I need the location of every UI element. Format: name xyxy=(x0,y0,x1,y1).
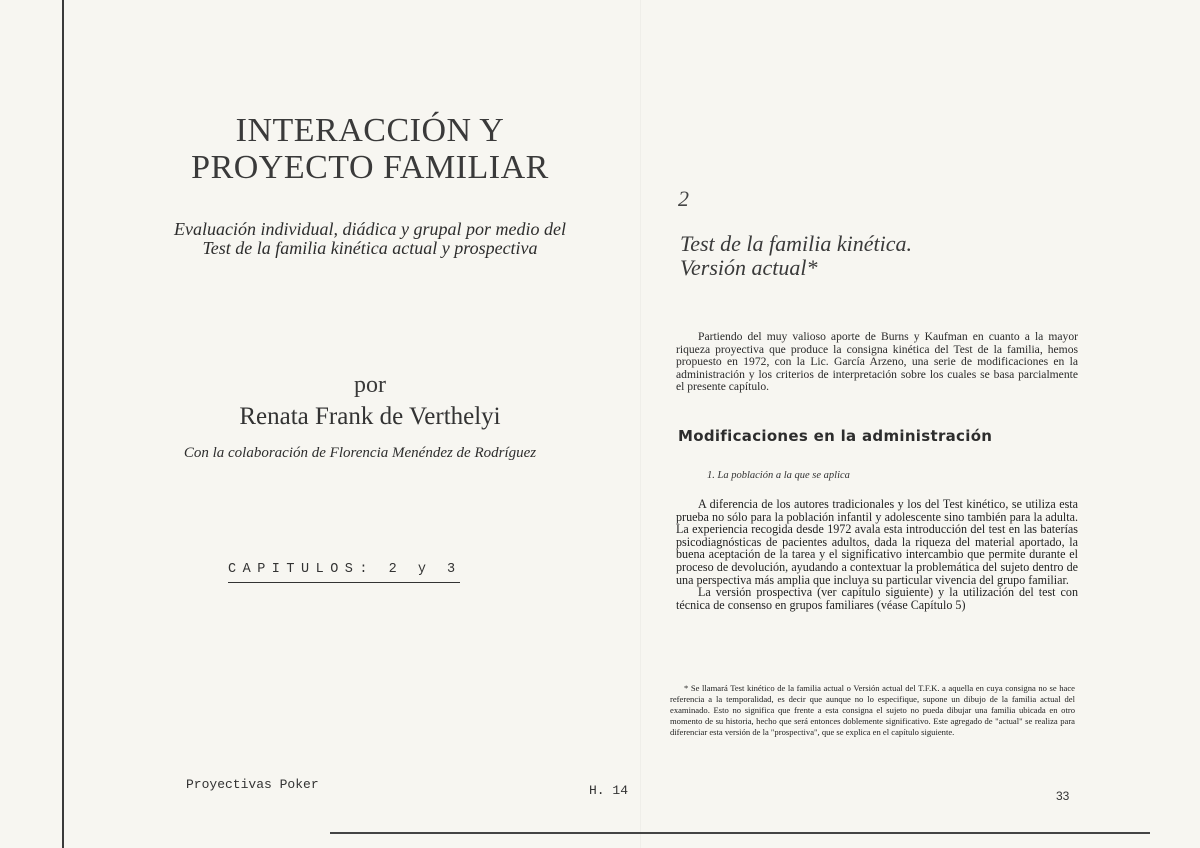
author-name: Renata Frank de Verthelyi xyxy=(239,403,501,430)
book-title: INTERACCIÓN Y PROYECTO FAMILIAR xyxy=(191,112,549,186)
by-label: por xyxy=(354,372,386,398)
footer-sheet-label: H. 14 xyxy=(589,783,629,798)
body-paragraph: La versión prospectiva (ver capítulo siguiente) y la utilización del test con técnica de consenso en grupos familiares (véase Capítulo 5) xyxy=(676,585,1078,612)
page-fold xyxy=(640,0,641,848)
footnote: * Se llamará Test kinético de la familia actual o Versión actual del T.F.K. a aquella en cuya consigna no se hace referencia a la temporalidad, es decir que aunque no lo especifique, supone un dibujo de la familia actual del examinado. Esto no significa que frente a esta consigna el sujeto no pueda dibujar una familia ubicada en otro momento de su historia, hecho que será entonces doblemente significativo. Este agregado de "actual" se realiza para diferenciar esta versión de la "prospectiva", que se explica en el capítulo siguiente. xyxy=(670,683,1075,737)
chapters-label: CAPITULOS: 2 y 3 xyxy=(228,562,460,583)
body-text xyxy=(676,498,1078,611)
scan-bottom-edge xyxy=(330,832,1150,834)
collaboration-credit: Con la colaboración de Florencia Menéndez de Rodríguez xyxy=(183,445,537,461)
section-heading: Modificaciones en la administración xyxy=(678,427,993,445)
intro-paragraph: Partiendo del muy valioso aporte de Burns y Kaufman en cuanto a la mayor riqueza proyectiva que produce la consigna kinética del Test de la familia, hemos propuesto en 1972, con la Lic. García Arzeno, una serie de modificaciones en la administración y los criterios de interpretación sobre los cuales se basa parcialmente el presente capítulo. xyxy=(676,330,1078,393)
footer-left-label: Proyectivas Poker xyxy=(186,777,319,792)
subsection-heading: 1. La población a la que se aplica xyxy=(707,470,850,481)
book-subtitle: Evaluación individual, diádica y grupal por medio del Test de la familia kinética actual y prospectiva xyxy=(174,219,566,258)
body-paragraph: A diferencia de los autores tradicionales y los del Test kinético, se utiliza esta prueba no sólo para la población infantil y adolescente sino también para la adulta. La experiencia recogida desde 1972 avala esta introducción del test en las baterías psicodiagnósticas de pacientes adultos, dada la riqueza del material aportado, la buena aceptación de la tarea y el significativo intercambio que permite durante el proceso de devolución, ayudando a contextuar la problemática del sujeto dentro de una perspectiva más amplia que incluya su particular vivencia del grupo familiar. xyxy=(676,497,1078,587)
chapter-title: Test de la familia kinética. Versión actual* xyxy=(680,231,912,280)
chapter-number: 2 xyxy=(678,186,689,211)
page-number: 33 xyxy=(1056,789,1070,803)
page-edge-line xyxy=(62,0,64,848)
